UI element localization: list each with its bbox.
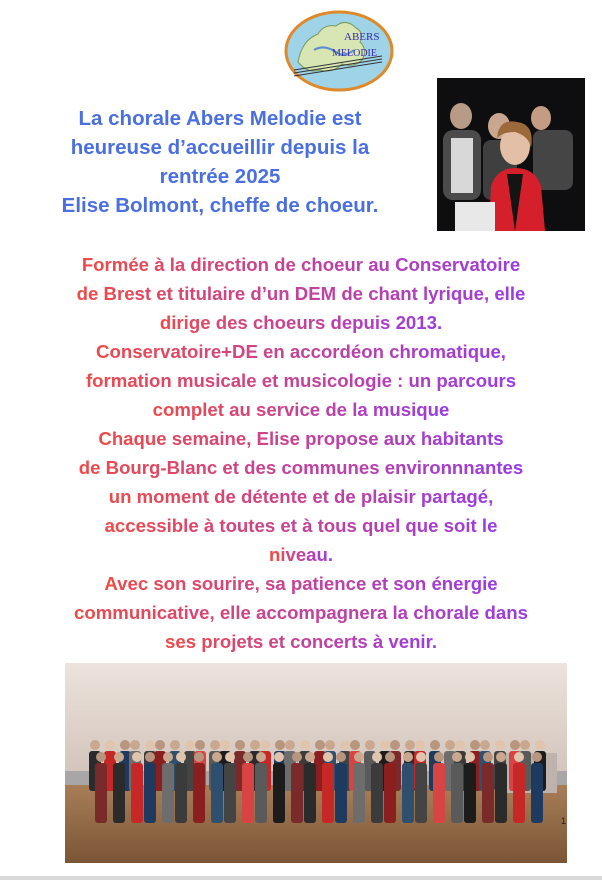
body-line: dirige des choeurs depuis 2013. [159, 312, 443, 333]
intro-line: La chorale Abers Melodie est [78, 107, 362, 130]
intro-line: heureuse d’accueillir depuis la [70, 136, 370, 159]
intro-line: Elise Bolmont, cheffe de choeur. [61, 194, 379, 217]
intro-heading [14, 104, 426, 220]
body-line: accessible à toutes et à tous quel que soit le [104, 515, 498, 536]
body-line: de Bourg-Blanc et des communes environnnantes [78, 457, 524, 478]
body-line: Avec son sourire, sa patience et son énergie [104, 573, 498, 594]
body-line: un moment de détente et de plaisir partagé, [108, 486, 494, 507]
choir-group-photo [65, 663, 567, 863]
logo-text-top: ABERS [344, 31, 380, 43]
choir-director-photo [437, 78, 585, 231]
body-line: complet au service de la musique [152, 399, 450, 420]
body-line: communicative, elle accompagnera la chorale dans [74, 602, 528, 623]
body-line: ses projets et concerts à venir. [165, 631, 437, 652]
logo-text-bottom: MELODIE [332, 48, 377, 59]
page-number: 1 [561, 816, 567, 826]
body-line: formation musicale et musicologie : un parcours [85, 370, 517, 391]
abers-melodie-logo [284, 10, 394, 92]
body-line: Chaque semaine, Elise propose aux habitants [98, 428, 504, 449]
intro-line: rentrée 2025 [159, 165, 281, 188]
body-line: Formée à la direction de choeur au Conservatoire [81, 254, 521, 275]
body-line: Conservatoire+DE en accordéon chromatique, [96, 341, 506, 362]
body-text [14, 250, 588, 656]
body-line: niveau. [268, 544, 334, 565]
bottom-divider [0, 876, 602, 880]
body-line: de Brest et titulaire d’un DEM de chant lyrique, elle [76, 283, 526, 304]
